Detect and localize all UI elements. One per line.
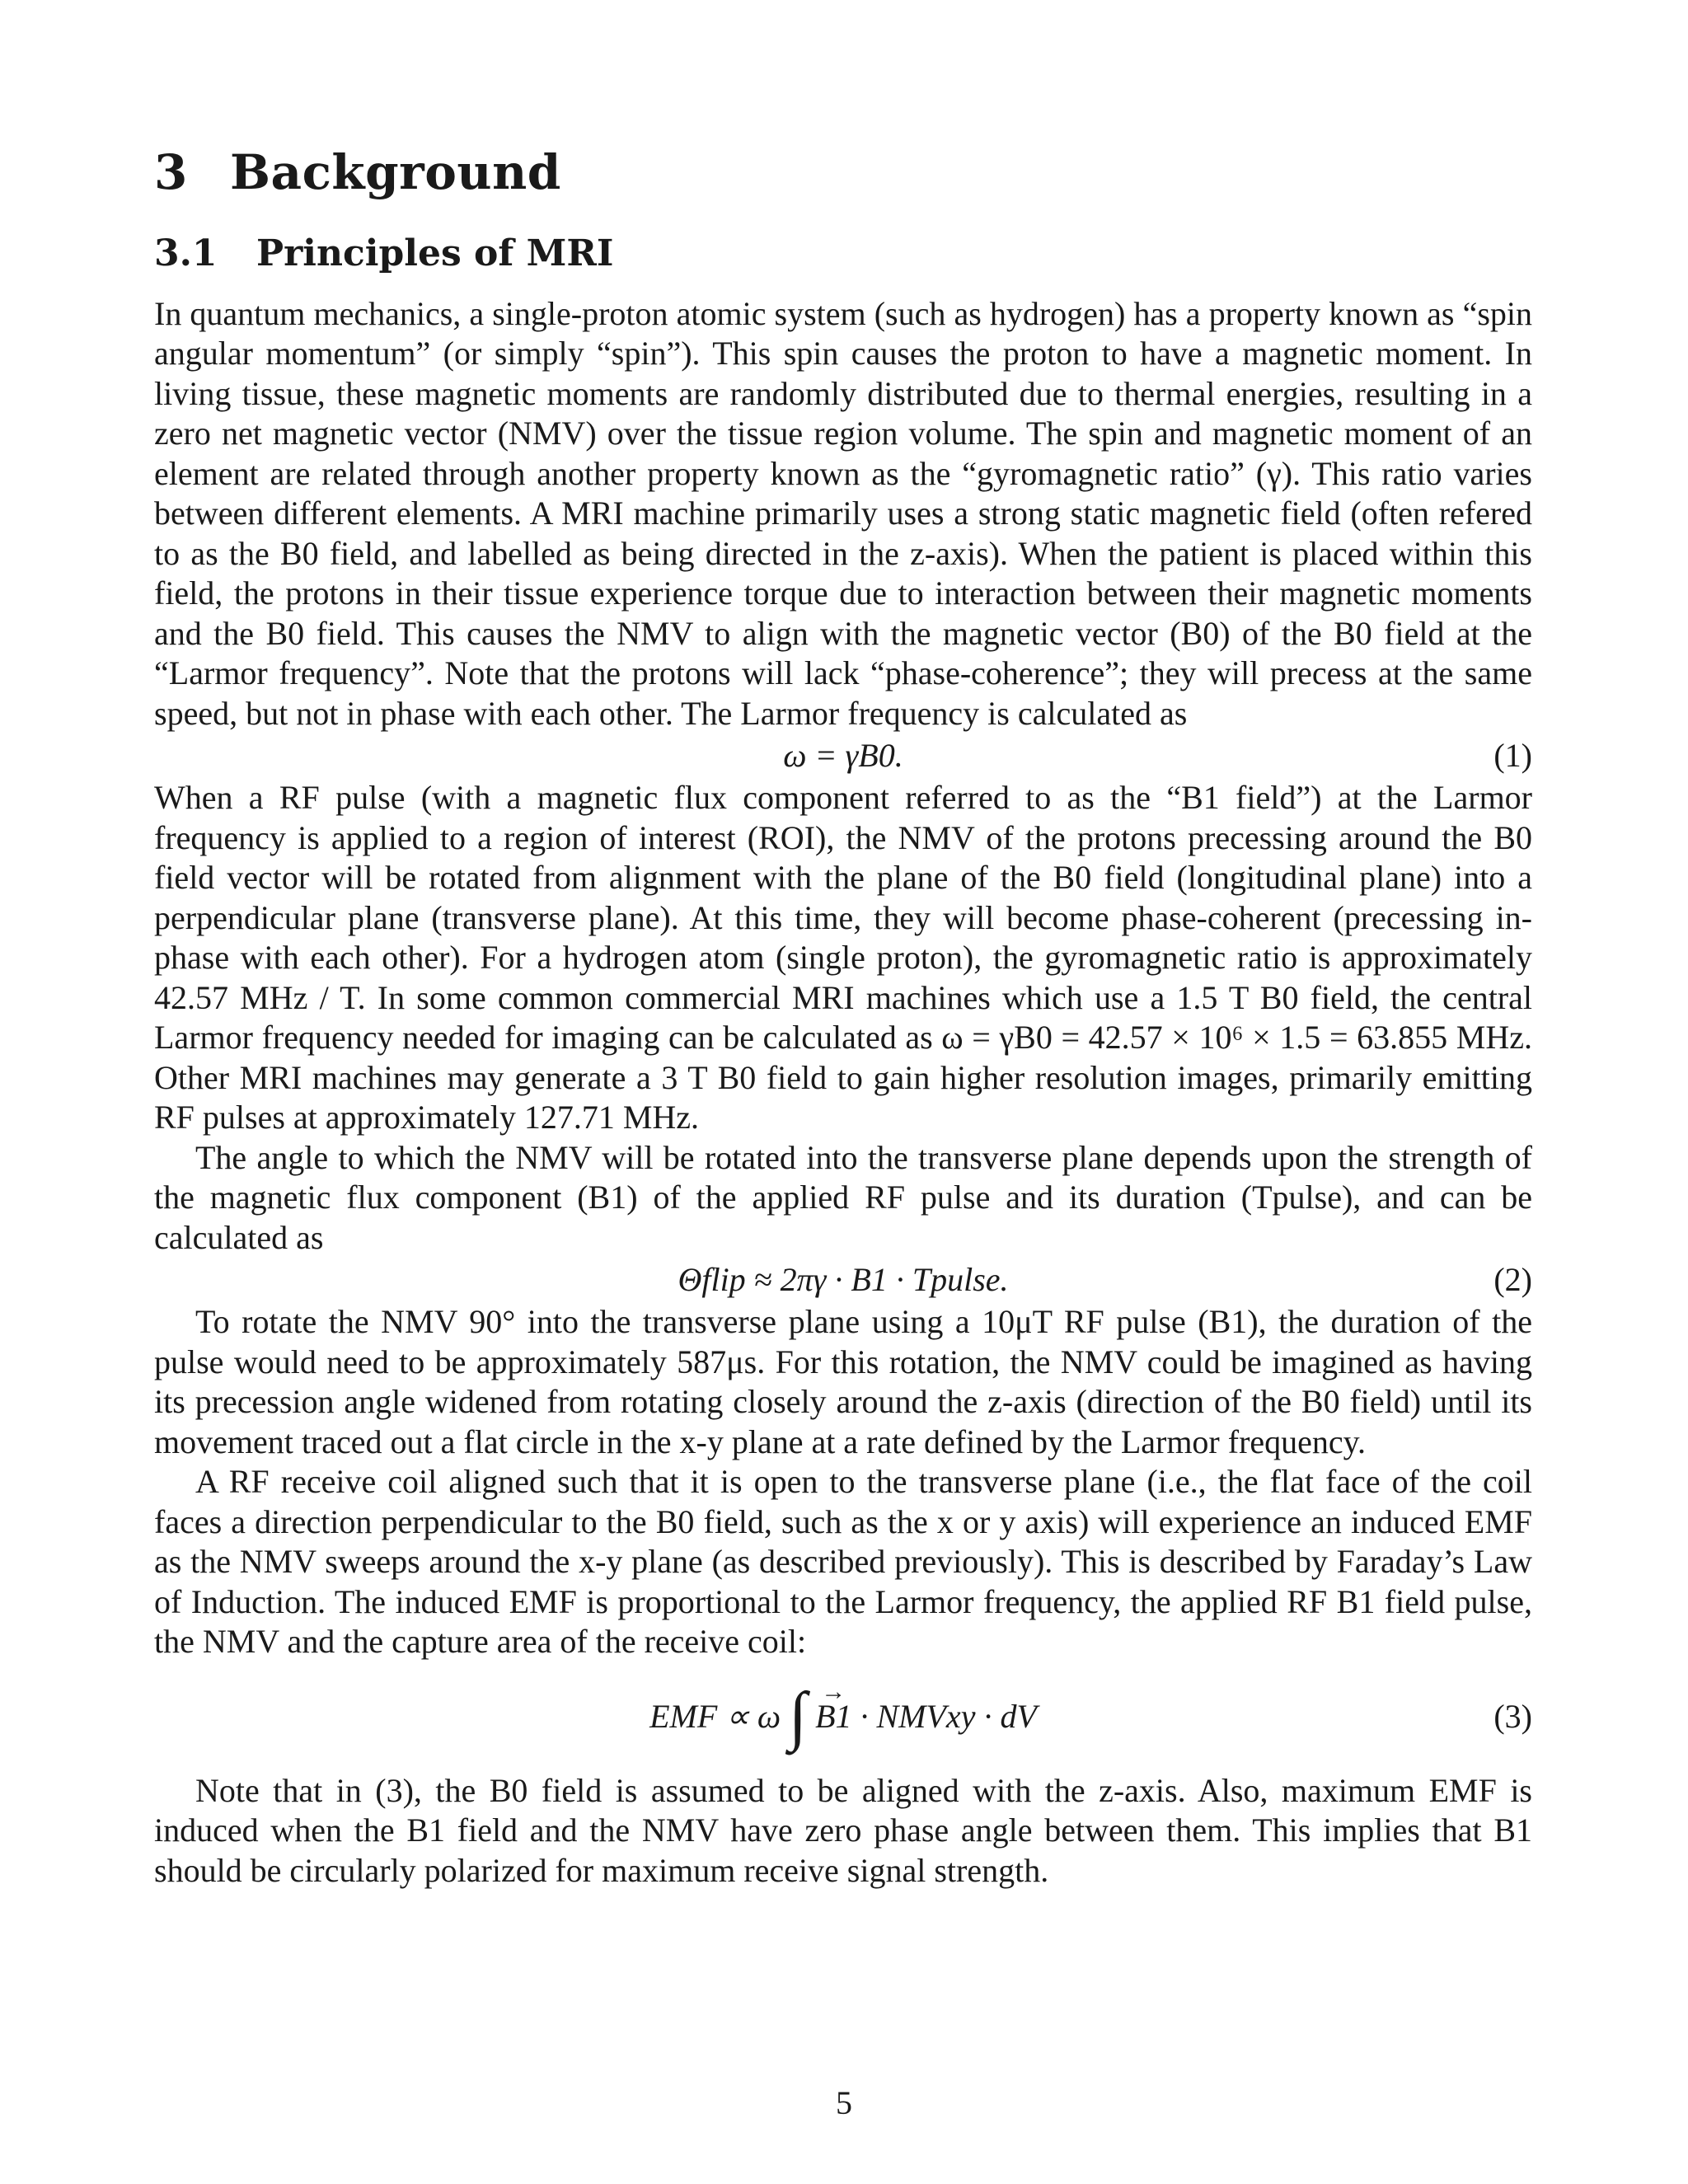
paragraph-rotation: To rotate the NMV 90° into the transverse plane using a 10μT RF pulse (B1), the duration of the pulse would need to be approximately 587μs. For this rotation, the NMV could be imagined as having its precession angle widened from rotating closely around the z-axis (direction of the B0 field) until its movement traced out a flat circle in the x-y plane at a rate defined by the Larmor frequency. [154,1303,1532,1460]
equation-2 [154,1258,1532,1302]
page-content [154,124,1532,1891]
equation-3-rhs: · NMVxy · dV [851,1697,1037,1735]
equation-1 [154,733,1532,778]
paragraph-flip-angle: The angle to which the NMV will be rotated into the transverse plane depends upon the strength of the magnetic flux component (B1) of the applied RF pulse and its duration (Tpulse), and can be calculated as [154,1138,1532,1256]
equation-1-body: ω = γB0. [783,737,903,775]
equation-3 [154,1667,1532,1766]
paragraph-rf-pulse: When a RF pulse (with a magnetic flux component referred to as the “B1 field”) at the Larmor frequency is applied to a region of interest (ROI), the NMV of the protons precessing around the B0 field vector will be rotated from alignment with the plane of the B0 field (longitudinal plane) into a perpendicular plane (transverse plane). At this time, they will become phase-coherent (precessing in-phase with each other). For a hydrogen atom (single proton), the gyromagnetic ratio is approximately 42.57 MHz / T. In some common commercial MRI machines which use a 1.5 T B0 field, the central Larmor frequency needed for imaging can be calculated as ω = γB0 = 42.57 × 10⁶ × 1.5 = 63.855 MHz. Other MRI machines may generate a 3 T B0 field to gain higher resolution images, primarily emitting RF pulses at approximately 127.71 MHz. [154,779,1532,1137]
integral-sign: ∫ [789,1680,808,1753]
equation-2-number: (2) [1493,1261,1532,1299]
equation-3-body [154,1667,1532,1769]
equation-1-number: (1) [1493,737,1532,775]
section-number: 3 [154,144,188,200]
equation-2-body: Θflip ≈ 2πγ · B1 · Tpulse. [678,1261,1009,1299]
paragraph-note: Note that in (3), the B0 field is assumed to be aligned with the z-axis. Also, maximum EMF is induced when the B1 field and the NMV have zero phase angle between them. This implies that B1 should be circularly polarized for maximum receive signal strength. [154,1771,1532,1889]
subsection-number: 3.1 [154,232,218,274]
subsection-title: Principles of MRI [256,232,614,274]
equation-3-lhs: EMF ∝ ω [649,1697,781,1735]
equation-3-b1-vector: B1 → [815,1667,851,1766]
subsection-heading [154,232,1532,276]
paragraph-intro: In quantum mechanics, a single-proton atomic system (such as hydrogen) has a property known as “spin angular momentum” (or simply “spin”). This spin causes the proton to have a magnetic moment. In living tissue, these magnetic moments are randomly distributed due to thermal energies, resulting in a zero net magnetic vector (NMV) over the tissue region volume. The spin and magnetic moment of an element are related through another property known as the “gyromagnetic ratio” (γ). This ratio varies between different elements. A MRI machine primarily uses a strong static magnetic field (often refered to as the B0 field, and labelled as being directed in the z-axis). When the patient is placed within this field, the protons in their tissue experience torque due to interaction between their magnetic moments and the B0 field. This causes the NMV to align with the magnetic vector (B0) of the B0 field at the “Larmor frequency”. Note that the protons will lack “phase-coherence”; they will precess at the same speed, but not in phase with each other. The Larmor frequency is calculated as [154,294,1532,732]
equation-3-number: (3) [1493,1697,1532,1735]
section-heading [154,144,1532,200]
page-number: 5 [836,2084,852,2121]
paragraph-receive-coil: A RF receive coil aligned such that it is open to the transverse plane (i.e., the flat face of the coil faces a direction perpendicular to the B0 field, such as the x or y axis) will experience an induced EMF as the NMV sweeps around the x-y plane (as described previously). This is described by Faraday’s Law of Induction. The induced EMF is proportional to the Larmor frequency, the applied RF B1 field pulse, the NMV and the capture area of the receive coil: [154,1463,1532,1661]
section-title: Background [230,144,561,200]
